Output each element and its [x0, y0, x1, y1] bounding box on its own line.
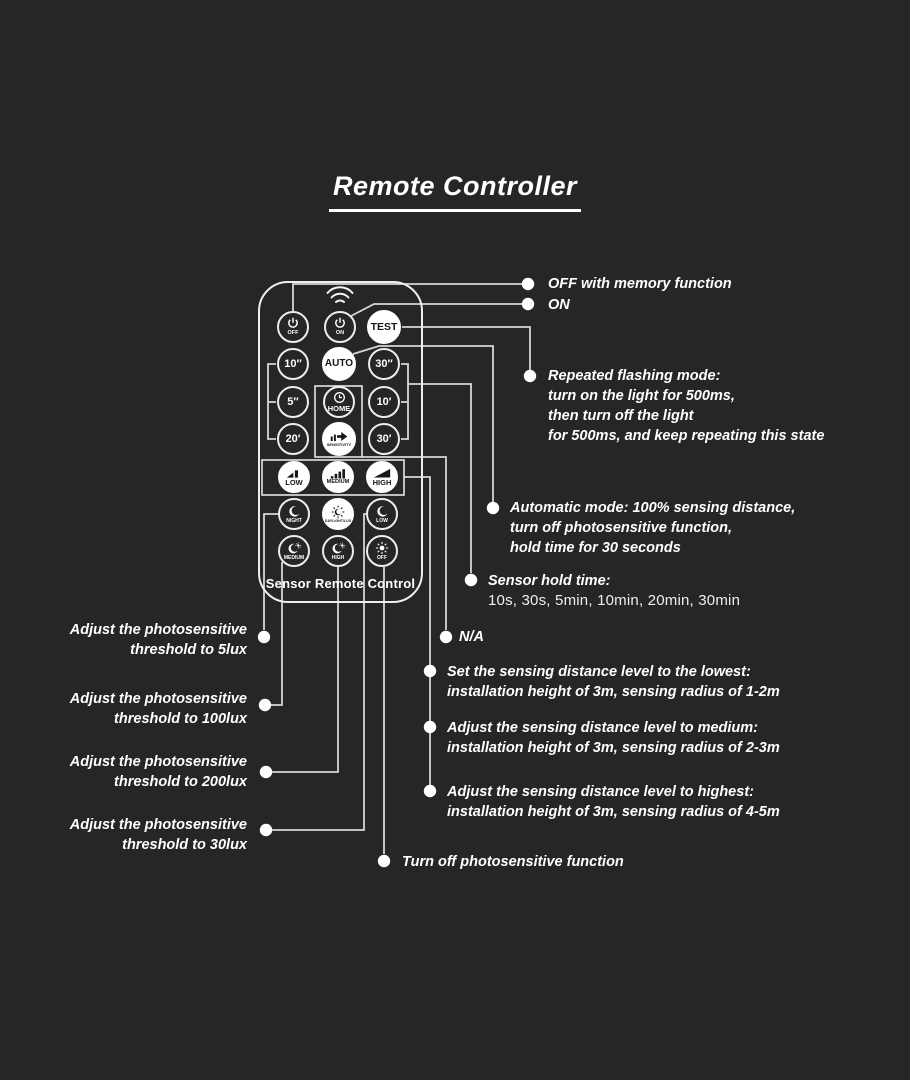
page-title: Remote Controller [329, 172, 581, 212]
annotation-line: N/A [459, 629, 484, 645]
remote-button-off-0 [277, 311, 309, 343]
annotation-line: Turn off photosensitive function [402, 854, 624, 870]
remote-button-auto-4 [322, 347, 356, 381]
remote-button-label: DAYLIGHT/LUX [324, 518, 352, 523]
remote-button-label: ON [335, 330, 345, 337]
annotation-right-6 [447, 662, 780, 702]
annotation-right-0 [548, 274, 732, 294]
annotation-line: threshold to 30lux [122, 837, 247, 853]
connector-dot-right-6 [424, 665, 436, 677]
power-icon [333, 317, 347, 330]
connector-dot-right-2 [524, 370, 536, 382]
annotation-line: Sensor hold time: [488, 573, 611, 589]
remote-button-off-20 [366, 535, 398, 567]
remote-button-test-2 [367, 310, 401, 344]
annotation-line: installation height of 3m, sensing radius of 1-2m [447, 684, 780, 700]
remote-button-label: MEDIUM [326, 479, 350, 486]
annotation-right-8 [447, 782, 780, 822]
remote-button-label: AUTO [324, 358, 354, 369]
connector-dot-right-3 [487, 502, 499, 514]
annotation-line: Adjust the photosensitive [69, 622, 247, 638]
annotation-line: Adjust the sensing distance level to highest: [447, 784, 754, 800]
remote-button-label: LOW [376, 517, 388, 524]
remote-button-label: NIGHT [286, 517, 302, 524]
remote-button-label: HIGH [372, 477, 392, 487]
remote-button-label: 5″ [287, 395, 299, 408]
connector-dot-left-0 [258, 631, 270, 643]
remote-button-label: 10′ [376, 395, 392, 408]
annotation-line: threshold to 200lux [114, 774, 247, 790]
remote-button-10-8 [368, 386, 400, 418]
annotation-left-0 [70, 620, 247, 660]
remote-button-high-19 [322, 535, 354, 567]
annotation-line: installation height of 3m, sensing radius of 4-5m [447, 804, 780, 820]
annotation-right-5 [459, 627, 484, 647]
remote-button-label: SENSITIVITY [326, 442, 352, 447]
annotation-subline: 10s, 30s, 5min, 10min, 20min, 30min [488, 592, 741, 609]
connector-dot-right-4 [465, 574, 477, 586]
remote-button-label: 30″ [375, 357, 393, 370]
bars-medium-icon [330, 468, 347, 479]
annotation-line: then turn off the light [548, 408, 694, 424]
annotation-right-4 [488, 571, 740, 611]
sun-moon-icon [331, 505, 345, 519]
annotation-right-1 [548, 295, 570, 315]
remote-button-10-3 [277, 348, 309, 380]
connector-dot-right-9 [378, 855, 390, 867]
connector-dot-left-3 [260, 824, 272, 836]
remote-button-label: 10″ [284, 357, 302, 370]
annotation-line: installation height of 3m, sensing radius of 2-3m [447, 740, 780, 756]
connector-dot-right-1 [522, 298, 534, 310]
ramp-high-icon [373, 468, 391, 478]
connector-dot-right-0 [522, 278, 534, 290]
remote-button-low-12 [278, 461, 310, 493]
remote-button-sensitivity-10 [322, 422, 356, 456]
connector-dot-right-8 [424, 785, 436, 797]
remote-button-label: OFF [287, 330, 299, 337]
sun-icon [375, 541, 389, 555]
annotation-line: hold time for 30 seconds [510, 540, 681, 556]
moon-sun-icon [331, 542, 346, 555]
remote-button-label: HOME [327, 404, 351, 414]
annotation-line: ON [548, 297, 570, 313]
remote-button-high-14 [366, 461, 398, 493]
power-icon [286, 317, 300, 330]
remote-button-night-15 [278, 498, 310, 530]
annotation-line: for 500ms, and keep repeating this state [548, 428, 825, 444]
annotation-line: threshold to 5lux [130, 642, 247, 658]
annotation-line: Set the sensing distance level to the lowest: [447, 664, 751, 680]
remote-button-medium-18 [278, 535, 310, 567]
remote-button-on-1 [324, 311, 356, 343]
remote-button-medium-13 [322, 461, 354, 493]
ff-arrow-icon [330, 431, 348, 442]
annotation-left-2 [70, 752, 247, 792]
moon-icon [376, 505, 389, 518]
annotation-line: Adjust the photosensitive [69, 754, 247, 770]
annotation-right-2 [548, 366, 824, 446]
connector-dot-right-7 [424, 721, 436, 733]
remote-button-label: 20′ [285, 432, 301, 445]
remote-button-30-5 [368, 348, 400, 380]
annotation-left-3 [70, 815, 247, 855]
remote-button-5-6 [277, 386, 309, 418]
annotation-line: turn off photosensitive function, [510, 520, 733, 536]
annotation-line: OFF with memory function [548, 276, 732, 292]
remote-button-30-11 [368, 423, 400, 455]
annotation-line: Adjust the sensing distance level to medium: [447, 720, 759, 736]
clock-icon [333, 391, 346, 404]
connector-dot-right-5 [440, 631, 452, 643]
annotation-line: Adjust the photosensitive [69, 817, 247, 833]
remote-button-low-17 [366, 498, 398, 530]
annotation-right-3 [510, 498, 795, 558]
remote-footer-label: Sensor Remote Control [265, 576, 416, 591]
remote-button-label: OFF [377, 555, 387, 561]
remote-button-label: HIGH [331, 554, 345, 561]
annotation-line: threshold to 100lux [114, 711, 247, 727]
annotation-left-1 [70, 689, 247, 729]
annotation-line: turn on the light for 500ms, [548, 388, 735, 404]
remote-button-home-7 [323, 386, 355, 418]
annotation-line: Automatic mode: 100% sensing distance, [510, 500, 796, 516]
remote-button-daylight-lux-16 [322, 498, 354, 530]
remote-button-label: LOW [285, 477, 303, 487]
remote-button-label: MEDIUM [283, 554, 305, 561]
remote-button-label: 30′ [376, 432, 392, 445]
bars-low-icon [286, 468, 303, 478]
moon-sun-icon [287, 542, 302, 555]
remote-button-label: TEST [370, 320, 398, 333]
moon-icon [288, 505, 301, 518]
remote-button-20-9 [277, 423, 309, 455]
annotation-right-7 [447, 718, 780, 758]
connector-dot-left-2 [260, 766, 272, 778]
connector-dot-left-1 [259, 699, 271, 711]
annotation-right-9 [402, 852, 624, 872]
annotation-line: Adjust the photosensitive [69, 691, 247, 707]
annotation-line: Repeated flashing mode: [548, 368, 721, 384]
